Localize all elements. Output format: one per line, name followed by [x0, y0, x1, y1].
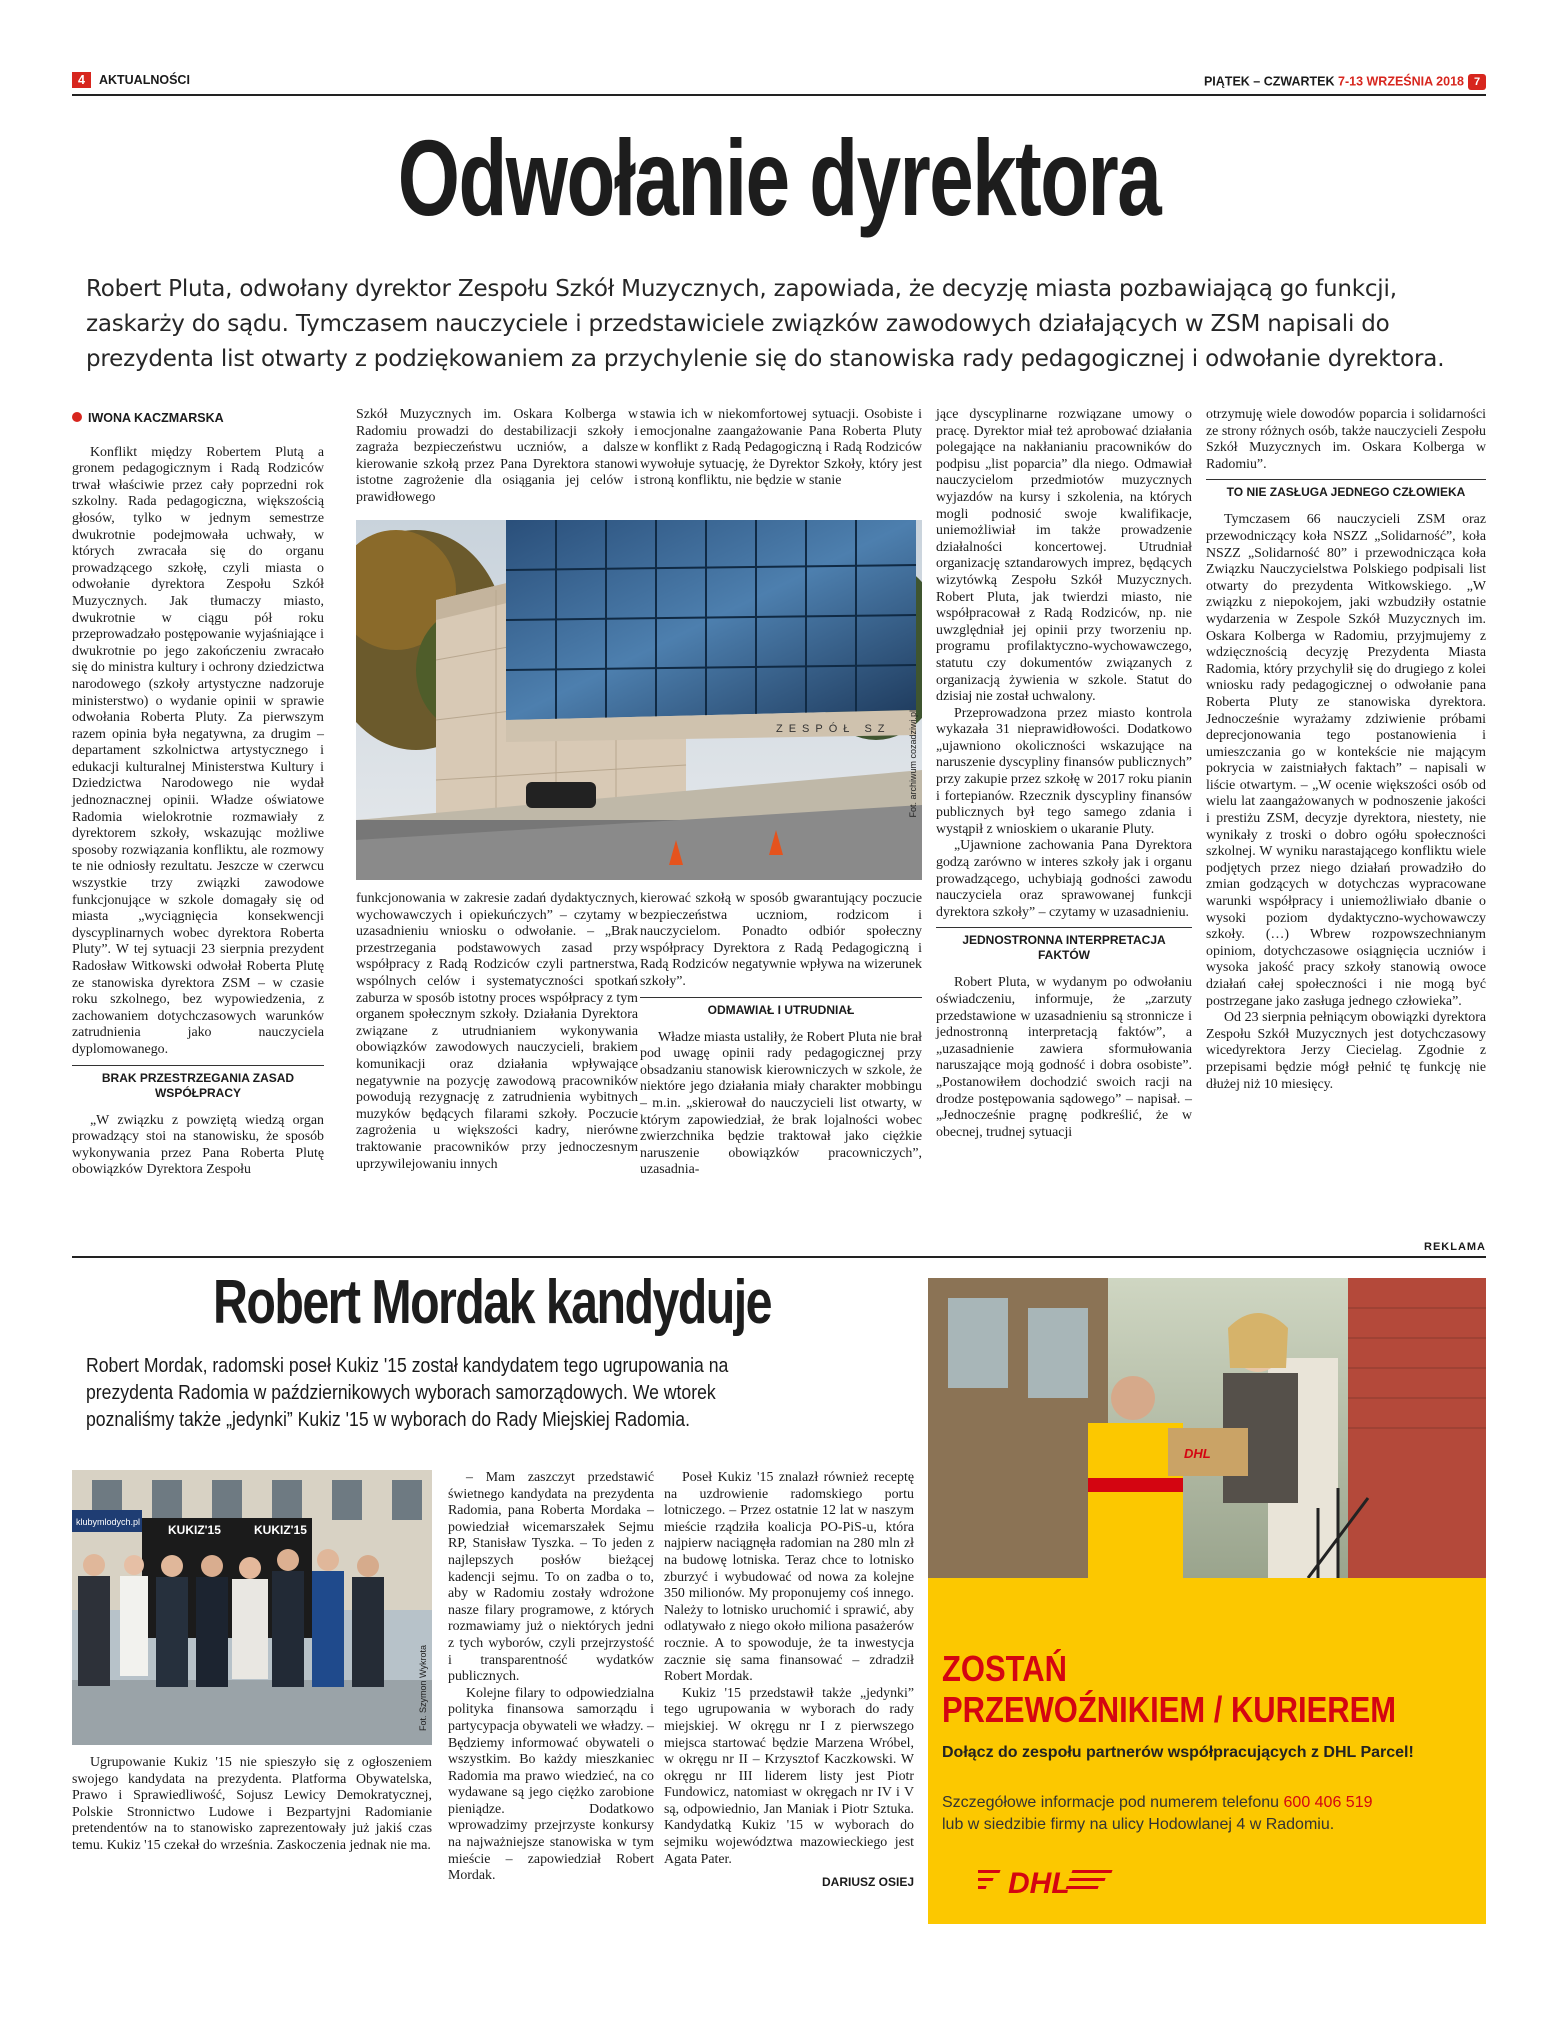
box-dhl-logo: DHL — [1184, 1446, 1211, 1461]
paragraph: – Mam zaszczyt przedstawić świetnego kandydata na prezydenta Radomia, pana Roberta Mordaka – powiedział wicemarszałek Sejmu RP, Stanisław Tyszka. – To jeden z najlepszych posłów bieżącej kadencji sejmu. To on zadba o to, aby w Radomiu zostały wdrożone nasze filary programowe, z których rozmawiamy już o niektórych jedni z tych wyborów, czyli przejrzystość i transparentność wydatków publicznych. — [448, 1470, 654, 1685]
paragraph: kierować szkołą w sposób gwarantujący poczucie bezpieczeństwa uczniom, rodzicom i nauczycielom. Ponadto odbiór społeczny współpracy Dyrektora z Radą Pedagogiczną i Radą Rodziców negatywnie wpływa na wizerunek szkoły”. — [640, 891, 922, 989]
paragraph: Robert Pluta, w wydanym po odwołaniu oświadczeniu, informuje, że „zarzuty przedstawione w uzasadnieniu są stronnicze i jednostronną interpretacją faktów”, a „uzasadnienie zawiera sformułowania naruszające moją godność i dobra osobiste”. „Postanowiłem dochodzić swoich racji na drodze postępowania sądowego” – napisał. – „Jednocześnie pragnę podkreślić, że w obecnej, trudnej sytuacji — [936, 975, 1192, 1140]
ad-title-line-1: ZOSTAŃ — [942, 1648, 1067, 1689]
article1-col2-top — [356, 407, 638, 507]
article1-col3-bottom — [640, 891, 922, 1179]
paragraph: Poseł Kukiz '15 znalazł również receptę na uzdrowienie radomskiego portu lotniczego. – Przez ostatnie 12 lat w naszym mieście rządziła koalicja PO-PiS-u, która najpierw naciągnęła radomian na 280 mln zł na budowę lotniska. Teraz chce to lotnisko zburzyć i wybudować od nowa za kolejne 350 milionów. My proponujemy coś innego. Należy to lotnisko uruchomić i sprawić, aby odlatywało z niego około miliona pasażerów rocznie. A to spowoduje, że ta inwestycja zacznie się sama finansować – zdradził Robert Mordak. — [664, 1470, 914, 1685]
dhl-logo — [978, 1866, 1118, 1902]
ad-label: REKLAMA — [1424, 1241, 1486, 1253]
ad-info-prefix: Szczegółowe informacje pod numerem telefonu — [942, 1794, 1284, 1811]
kukiz-group-photo — [72, 1470, 432, 1745]
school-building-photo — [356, 520, 922, 880]
paragraph: „Ujawnione zachowania Pana Dyrektora godzą zarówno w interes szkoły jak i organu prowadzącego, uchybiają godności zawodu nauczyciela oraz sprawowanej funkcji dyrektora szkoły” – czytamy w uzasadnieniu. — [936, 838, 1192, 920]
article1-subhead-1: BRAK PRZESTRZEGANIA ZASAD WSPÓŁPRACY — [72, 1065, 324, 1105]
ad-info — [942, 1792, 1373, 1836]
ad-phone[interactable]: 600 406 519 — [1283, 1794, 1373, 1811]
article1-col2-bottom — [356, 891, 638, 1173]
article2-lead: Robert Mordak, radomski poseł Kukiz '15 został kandydatem tego ugrupowania na prezydenta Radomia w październikowych wyborach samorządowych. We wtorek poznaliśmy także „jedynki” Kukiz '15 w wyborach do Rady Miejskiej Radomia. — [86, 1354, 729, 1431]
paragraph: Tymczasem 66 nauczycieli ZSM oraz przewodniczący koła NSZZ „Solidarność”, koła NSZZ „Solidarność 80” i przewodnicząca koła Związku Nauczycielstwa Polskiego podpisali list otwarty do prezydenta Witkowskiego. „W związku z niepokojem, jaki wzbudziły ostatnie wydarzenia w Zespole Szkół Muzycznych im. Oskara Kolberga w Radomiu, przyjmujemy z wdzięcznością decyzję Prezydenta Miasta Radomia, który przychylił się do drugiego z kolei wniosku rady pedagogicznej o odwołanie pana Roberta Pluty ze stanowiska dyrektora. Jednocześnie wyrażamy zdziwienie próbami deprecjonowania tego postanowienia i umieszczania go w kontekście nie mającym pokrycia w zaistniałych faktach” – napisali w liście otwartym. – „W ocenie większości osób od wielu lat zaangażowanych w podnoszenie jakości i prestiżu ZSM, decyzje dyrektora, niestety, nie wynikały z troski o dobro ogółu społeczności szkolnej. W wyniku narastającego konfliktu wiele podjętych przez niego działań prowadziło do zmian godzących w dotychczas wypracowane warunki współpracy i uniemożliwiało dbanie o wysoki poziom dydaktyczno-wychowawczy szkoły. (…) Wbrew rozpowszechnianym opiniom, dotychczasowe osiągnięcia uczniów i wysoka jakość pracy szkoły stanowią owoce działań całej społeczności i nie mogą być postrzegane jako zasługa jednego człowieka”. — [1206, 512, 1486, 1009]
ad-title-line-2: PRZEWOŹNIKIEM / KURIEREM — [942, 1689, 1397, 1730]
ad-info-line2: lub w siedzibie firmy na ulicy Hodowlanej 4 w Radomiu. — [942, 1816, 1335, 1833]
article2-col3 — [664, 1470, 914, 1891]
article2-author: DARIUSZ OSIEJ — [821, 1875, 914, 1890]
paragraph: Ugrupowanie Kukiz '15 nie spieszyło się z ogłoszeniem swojego kandydata na prezydenta. Platforma Obywatelska, Prawo i Sprawiedliwość, Sojusz Lewicy Demokratycznej, Polskie Stronnictwo Ludowe i Bezpartyjni Radomianie pretendentów na to stanowisko zaprezentowały już jakiś czas temu. Kukiz '15 czekał do września. Zaskoczenia jednak nie ma. — [72, 1755, 432, 1853]
banner-kukiz-text-2: KUKIZ'15 — [254, 1523, 307, 1537]
ad-subtitle: Dołącz do zespołu partnerów współpracujących z DHL Parcel! — [942, 1744, 1414, 1761]
article2-col2 — [448, 1470, 654, 1885]
article1-subhead-3: JEDNOSTRONNA INTERPRETACJA FAKTÓW — [936, 927, 1192, 967]
kukiz-group-image — [72, 1470, 432, 1745]
article2-headline: Robert Mordak kandyduje — [213, 1268, 771, 1337]
photo-credit: Fot. Szymon Wykrota — [418, 1645, 428, 1731]
page-header — [72, 72, 1486, 94]
paragraph: otrzymuję wiele dowodów poparcia i solidarności ze strony różnych osób, także nauczycieli Zespołu Szkół Muzycznych im. Oskara Kolberga w Radomiu”. — [1206, 407, 1486, 472]
section-label: AKTUALNOŚCI — [98, 73, 190, 87]
banner-kukiz-text-1: KUKIZ'15 — [168, 1523, 221, 1537]
header-rule — [72, 94, 1486, 96]
bullet-icon — [72, 412, 82, 422]
article1-author-name: IWONA KACZMARSKA — [88, 411, 224, 425]
page-number: 4 — [72, 72, 91, 88]
paragraph: Od 23 sierpnia pełniącym obowiązki dyrektora Zespołu Szkół Muzycznych jest dotychczasowy wicedyrektora Jerzy Ciecielag. Zgodnie z przepisami będzie mógł pełnić tę funkcję nie dłużej niż 10 miesięcy. — [1206, 1010, 1486, 1092]
paragraph: Kolejne filary to odpowiedzialna polityka finansowa samorządu i partycypacja obywateli we władzy. – Będziemy informować obywateli o wszystkim. Bo każdy mieszkaniec Radomia ma prawo wiedzieć, na co wydawane są jego ciężko zarobione pieniądze. Dodatkowo wprowadzimy przejrzyste konkursy na najważniejsze stanowiska w tym mieście – zapowiedział Robert Mordak. — [448, 1685, 654, 1884]
paper-logo: 7 — [1468, 74, 1486, 90]
dhl-logo-mark — [978, 1866, 1118, 1902]
paragraph: Przeprowadzona przez miasto kontrola wykazała 31 nieprawidłowości. Dodatkowo „ujawniono okoliczności wskazujące na naruszenie dyscypliny finansów publicznych” przy zakupie przez szkołę w 2017 roku pianin i fortepianów. Rzecznik dyscypliny finansów publicznych był tego samego zdania i wystąpił z wnioskiem o ukaranie Pluty. — [936, 705, 1192, 837]
photo-credit: Fot. archiwum cozadziwi.pl — [908, 710, 918, 818]
paragraph: jące dyscyplinarne rozwiązane umowy o pracę. Dyrektor miał też aprobować działania polegające na nakłanianiu pracowników do podpisu „list poparcia” dla niego. Odmawiał nauczycielom przedmiotów muzycznych wyjazdów na kursy i szkolenia, na których mogli podnosić swoje kwalifikacje, uniemożliwiał im także prowadzenie działalności koncertowej. Utrudniał organizację sztandarowych imprez, będących wizytówką Zespołu Szkół Muzycznych. Robert Pluta, jak twierdzi miasto, nie współpracował z Radą Rodziców, np. nie uwzględniał jej opinii przy tworzeniu np. programu profilaktyczno-wychowawczego, statutu czy dokumentów związanych z organizacją żywienia w szkole. Statut do dzisiaj nie został uchwalony. — [936, 407, 1192, 705]
paragraph: „W związku z powziętą wiedzą organ prowadzący stoi na stanowisku, że sposób wykonywania przez Pana Roberta Plutę obowiązków Dyrektora Zespołu — [72, 1112, 324, 1178]
article1-subhead-2: ODMAWIAŁ I UTRUDNIAŁ — [640, 997, 922, 1022]
article2-col1 — [72, 1755, 432, 1855]
article1-col5 — [1206, 407, 1486, 1093]
article1-author — [72, 410, 324, 427]
article1-col1 — [72, 410, 324, 1179]
issue-date — [1204, 74, 1486, 90]
dhl-logo-text: DHL — [1008, 1867, 1070, 1900]
article1-col3-top — [640, 407, 922, 490]
paragraph: stawia ich w niekomfortowej sytuacji. Osobiste i emocjonalne zaangażowanie Pana Roberta Pluty w konflikt z Radą Pedagogiczną i Radą Rodziców wywołuje sytuację, że Dyrektor Szkoły, który jest stroną konfliktu, nie będzie w stanie — [640, 407, 922, 489]
paragraph: Kukiz '15 przedstawił także „jedynki” tego ugrupowania w wyborach do rady miejskiej. W okręgu nr I z pierwszego miejsca startować będzie Marzena Wróbel, w okręgu nr II – Krzysztof Kaczkowski. W okręgu nr III liderem listy jest Piotr Fundowicz, natomiast w okręgach nr IV i V są, odpowiednio, Jan Maniak i Piotr Sztuka. Kandydatką Kukiz '15 w wyborach do sejmiku województwa mazowieckiego jest Agata Pater. — [664, 1685, 914, 1867]
issue-date-prefix: PIĄTEK – CZWARTEK — [1203, 74, 1339, 89]
ad-title — [942, 1648, 1396, 1730]
building-sign: ZESPÓŁ SZ — [776, 723, 891, 735]
article1-lead: Robert Pluta, odwołany dyrektor Zespołu Szkół Muzycznych, zapowiada, że decyzję miasta pozbawiającą go funkcji, zaskarży do sądu. Tymczasem nauczyciele i przedstawiciele związków zawodowych działających w ZSM napisali do prezydenta list otwarty z podziękowaniem za przychylenie się do stanowiska rady pedagogicznej i odwołanie dyrektora. — [86, 276, 1445, 372]
section-rule — [72, 1256, 1486, 1258]
article1-subhead-4: TO NIE ZASŁUGA JEDNEGO CZŁOWIEKA — [1206, 479, 1486, 504]
banner-site-text: klubymlodych.pl — [76, 1517, 141, 1527]
dhl-advertisement[interactable] — [928, 1278, 1486, 1924]
article1-headline: Odwołanie dyrektora — [397, 117, 1161, 238]
issue-date-range: 7-13 WRZEŚNIA 2018 — [1338, 74, 1464, 89]
paragraph: Władze miasta ustaliły, że Robert Pluta nie brał pod uwagę opinii rady pedagogicznej przy obsadzaniu stanowisk kierowniczych w szkole, że niektóre jego działania miały charakter mobbingu – m.in. „skierował do nauczycieli list otwarty, w którym zapowiedział, że brak lojalności wobec zwierzchnika będzie traktował jako ciężkie naruszenie obowiązków pracowniczych”, uzasadnia- — [640, 1029, 922, 1178]
paragraph: Konflikt między Robertem Plutą a gronem pedagogicznym i Radą Rodziców trwał właściwie przez cały poprzedni rok szkolny. Rada pedagogiczna, większością głosów, tylko w jednym semestrze dwukrotnie podejmowała uchwały, w których zwracała się do organu prowadzącego szkołę, czyli miasta o odwołanie dyrektora Zespołu Szkół Muzycznych. Jak tłumaczy miasto, dwukrotnie w ciągu pół roku przeprowadzało postępowanie wyjaśniające i dwukrotnie po jego zakończeniu zwracało się do ministra kultury i ochrony dziedzictwa narodowego (szkoły artystyczne nadzoruje ministerstwo) o wydanie opinii w sprawie odwołania Roberta Pluty. Za pierwszym razem opinia była negatywna, za drugim – departament szkolnictwa artystycznego i edukacji kulturalnej Ministerstwa Kultury i Dziedzictwa Narodowego nie wydał jednoznacznej opinii. Władze oświatowe Radomia wielokrotnie rozmawiały z dyrektorem szkoły, wskazując możliwe sposoby rozwiązania konfliktu, ale rozmowy te nie odniosły rezultatu. Jeszcze w czerwcu wszystkie trzy związki zawodowe funkcjonujące w szkole domagały się od miasta „wyciągnięcia konsekwencji dyscyplinarnych wobec dyrektora Roberta Pluty”. W tej sytuacji 23 sierpnia prezydent Radosław Witkowski odwołał Roberta Plutę ze stanowiska dyrektora ZSM – w czasie roku szkolnego, bez wypowiedzenia, z zachowaniem dotychczasowych warunków zatrudnienia jako nauczyciela dyplomowanego. — [72, 444, 324, 1057]
paragraph: Szkół Muzycznych im. Oskara Kolberga w Radomiu prowadzi do destabilizacji szkoły i zagraża bezpieczeństwu uczniów, a dalsze kierowanie szkołą przez Pana Dyrektora stanowi istotne zagrożenie dla osiągania jej celów i prawidłowego — [356, 407, 638, 505]
dhl-courier-photo — [928, 1278, 1486, 1578]
paragraph: funkcjonowania w zakresie zadań dydaktycznych, wychowawczych i opiekuńczych” – czytamy w uzasadnieniu wniosku o odwołanie. – „Brak przestrzegania podstawowych zasad przy współpracy z Radą Rodziców czyli partnerstwa, wspólnych celów i systematyczności spotkań zaburza w sposób istotny proces współpracy z tym organem społecznym szkoły. Działania Dyrektora związane z utrudnianiem wykonywania obowiązków zawodowych nauczycieli, brakiem komunikacji oraz działania wpływające negatywnie na pozycję zawodową pracowników powodują rezygnację z zatrudnienia wybitnych muzyków będących filarami szkoły. Poczucie zagrożenia u większości kadry, nierówne traktowanie pracowników przy jednoczesnym uprzywilejowaniu innych — [356, 891, 638, 1172]
article1-col4 — [936, 407, 1192, 1141]
school-building-image — [356, 520, 922, 880]
